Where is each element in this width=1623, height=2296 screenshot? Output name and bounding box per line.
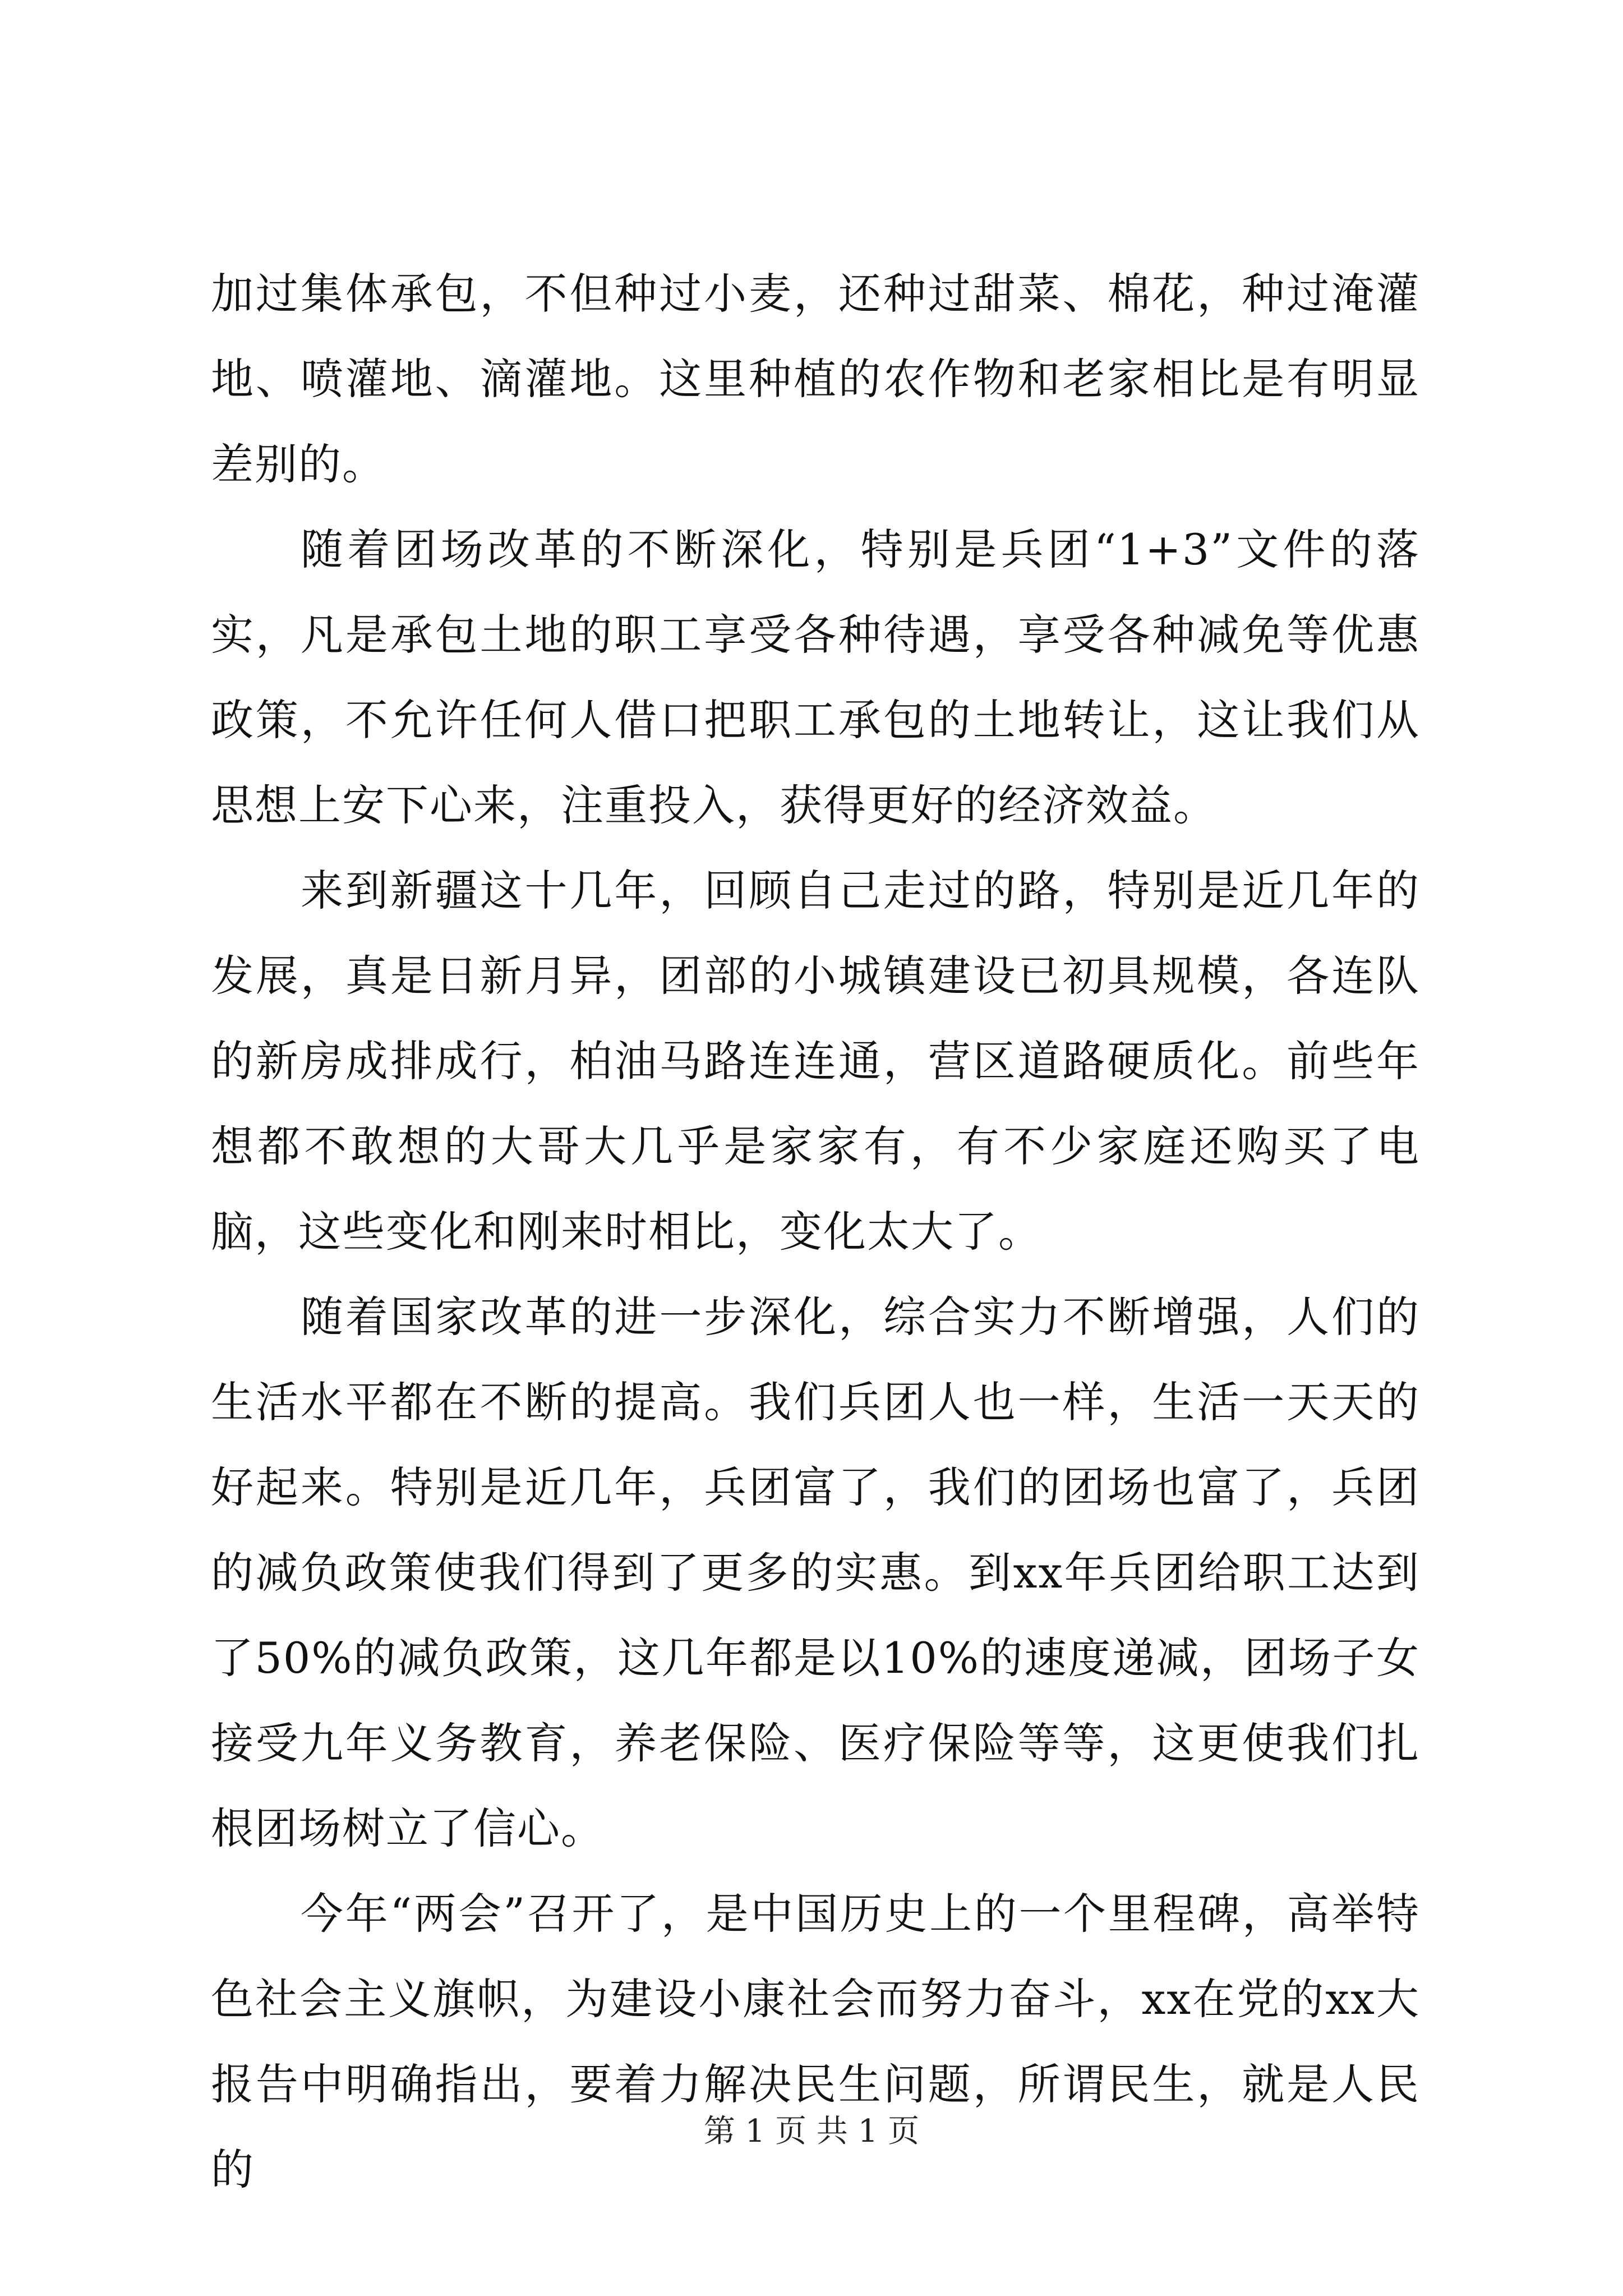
- paragraph: 来到新疆这十几年，回顾自己走过的路，特别是近几年的发展，真是日新月异，团部的小城镇建设已初具规模，各连队的新房成排成行，柏油马路连连通，营区道路硬质化。前些年想都不敢想的大哥大几乎是家家有，有不少家庭还购买了电脑，这些变化和刚来时相比，变化太大了。: [211, 866, 1420, 1257]
- page-footer: 第 1 页 共 1 页: [703, 2113, 920, 2150]
- paragraph: 随着团场改革的不断深化，特别是兵团“1+3”文件的落实，凡是承包土地的职工享受各种待遇，享受各种减免等优惠政策，不允许任何人借口把职工承包的土地转让，这让我们从思想上安下心来，注重投入，获得更好的经济效益。: [211, 524, 1420, 830]
- paragraph: 今年“两会”召开了，是中国历史上的一个里程碑，高举特色社会主义旗帜，为建设小康社会而努力奋斗，xx在党的xx大报告中明确指出，要着力解决民生问题，所谓民生，就是人民的: [211, 1889, 1420, 2194]
- paragraph: 随着国家改革的进一步深化，综合实力不断增强，人们的生活水平都在不断的提高。我们兵团人也一样，生活一天天的好起来。特别是近几年，兵团富了，我们的团场也富了，兵团的减负政策使我们得到了更多的实惠。到xx年兵团给职工达到了50%的减负政策，这几年都是以10%的速度递减，团场子女接受九年义务教育，养老保险、医疗保险等等，这更使我们扎根团场树立了信心。: [211, 1292, 1420, 1853]
- paragraph-continued: 加过集体承包，不但种过小麦，还种过甜菜、棉花，种过淹灌地、喷灌地、滴灌地。这里种植的农作物和老家相比是有明显差别的。: [211, 269, 1420, 489]
- document-body: [211, 251, 1420, 2212]
